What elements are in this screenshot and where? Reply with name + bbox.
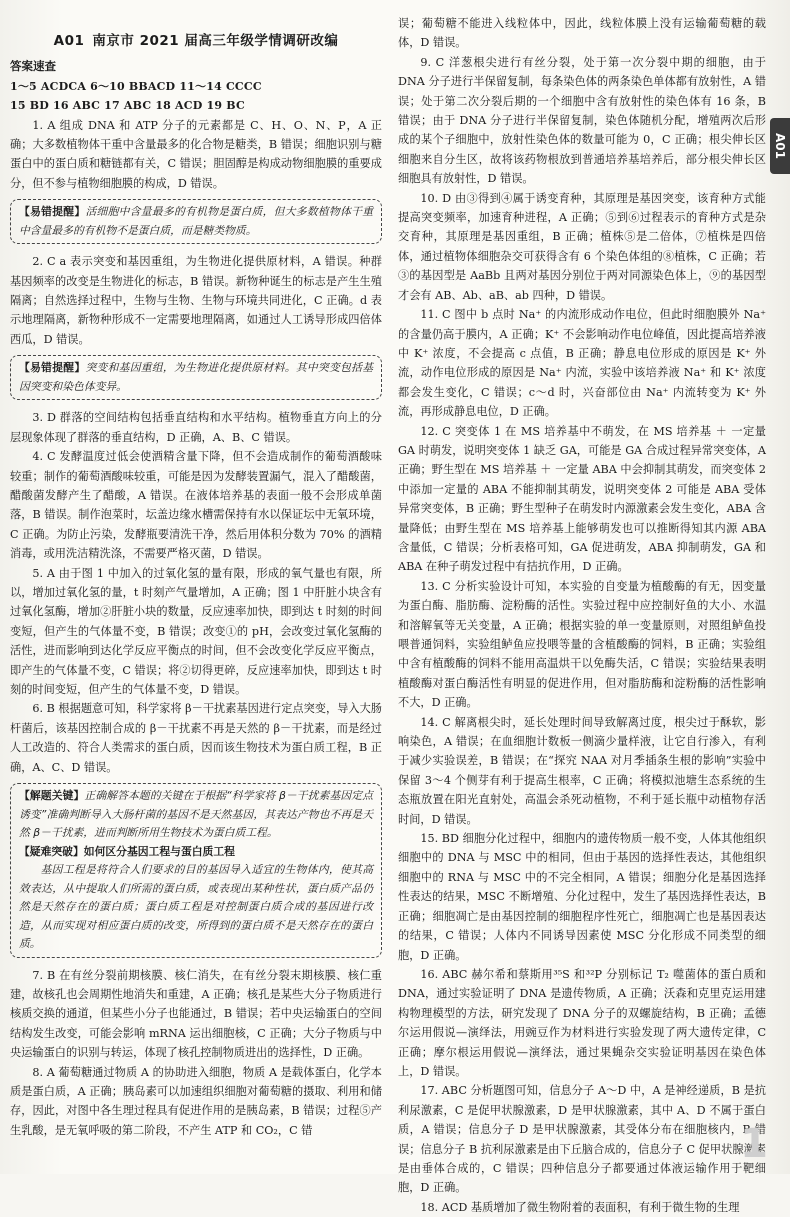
answer-16: 16. ABC 赫尔希和蔡斯用³⁵S 和³²P 分别标记 T₂ 噬菌体的蛋白质和 DNA，通过实验证明了 DNA 是遗传物质，A 正确；沃森和克里克运用建构物理模型的方法，研究发现了 DNA 分子的双螺旋结构，B 正确；孟德尔运用假说—演绎法，用豌豆作为材料进行实验发现了两大遗传定律，C 正确；摩尔根运用假说—演绎法，通过果蝇杂交实验证明基因在染色体上，D 错误。 xyxy=(398,967,766,1078)
tip-subheading xyxy=(19,843,373,862)
section-side-tab: A01 xyxy=(770,118,790,174)
answer-key-line-2: 15 BD 16 ABC 17 ABC 18 ACD 19 BC xyxy=(10,99,245,113)
tip-tag: 【疑难突破】 xyxy=(19,844,84,858)
answer-9: 9. C 洋葱根尖进行有丝分裂，处于第一次分裂中期的细胞，由于 DNA 分子进行半保留复制，每条染色体的两条染色单体都有放射性，A 错误；处于第二次分裂后期的一个细胞中含有放射性的染色体有 16 条，B 错误；由于 DNA 分子进行半保留复制，染色体随机分配，增殖两次后形成的某个子细胞中，放射性染色体的数量可能为 0，C 正确；根尖伸长区细胞来自分生区，故将该药物根放到普通培养基培养后，部分根尖伸长区细胞具有放射性，D 错误。 xyxy=(398,55,766,186)
answer-3: 3. D 群落的空间结构包括垂直结构和水平结构。植物垂直方向上的分层现象体现了群落的垂直结构，D 正确，A、B、C 错误。 xyxy=(10,411,382,444)
tip-box-error-1 xyxy=(10,199,382,244)
answer-14: 14. C 解离根尖时，延长处理时间导致解离过度，根尖过于酥软，影响染色，A 错误；在血细胞计数板一侧滴少量样液，让它自行渗入，有利于减少实验误差，B 错误；在“探究 NAA 对月季插条生根的影响”实验中保留 3～4 个侧芽有利于提高生根率，C 正确；将模拟池塘生态系统的生态瓶放置在阳光直射处，高温会杀死动植物，不利于延长瓶中动植物存活时间，D 错误。 xyxy=(398,715,766,826)
right-column xyxy=(398,14,768,1214)
page-number: 1 xyxy=(740,1121,768,1167)
answer-18: 18. ACD 基质增加了微生物附着的表面积，有利于微生物的生理 xyxy=(420,1200,740,1214)
answer-key-heading: 答案速查 xyxy=(10,59,56,74)
tip-subtitle: 如何区分基因工程与蛋白质工程 xyxy=(83,844,235,858)
tip-text: 基因工程是将符合人们要求的目的基因导入适宜的生物体内，使其高效表达，从中提取人们所需的蛋白质，或表现出某种性状，蛋白质产品仍然是天然存在的蛋白质；蛋白质工程是对控制蛋白质合成的基因进行改造，从而实现对相应蛋白质的改变，所得到的蛋白质不是天然存在的蛋白质。 xyxy=(19,863,373,950)
answer-12: 12. C 突变体 1 在 MS 培养基中不萌发，在 MS 培养基 ＋ 一定量 GA 时萌发，说明突变体 1 缺乏 GA，可能是 GA 合成过程异常突变体，A 正确；野生型在 MS 培养基 ＋ 一定量 ABA 中会抑制其萌发，而突变体 2 中添加一定量的 ABA 不能抑制其萌发，说明突变体 2 可能是 ABA 受体异常突变体，B 正确；野生型种子在萌发时内源激素会发生变化，ABA 含量降低；由野生型在 MS 培养基上能够萌发也可以推断得知其内源 ABA 含量低，C 错误；分析表格可知，GA 促进萌发，ABA 抑制萌发，GA 和 ABA 在种子萌发过程中有拮抗作用，D 正确。 xyxy=(398,424,766,574)
answer-4: 4. C 发酵温度过低会使酒精含量下降，但不会造成制作的葡萄酒酸味较重；制作的葡萄酒酸味较重，可能是因为发酵装置漏气，混入了醋酸菌，醋酸菌发酵产生了醋酸，A 错误。在液体培养基的表面一般不会形成单菌落，B 错误。制作泡菜时，坛盖边缘水槽需保持有水以保证坛中无氧环境，C 正确。为防止污染，发酵瓶要清洗干净，然后用体积分数为 70% 的酒精消毒，或用洗洁精洗涤，不需要严格灭菌，D 错误。 xyxy=(10,450,382,561)
answer-13: 13. C 分析实验设计可知，本实验的自变量为植酸酶的有无，因变量为蛋白酶、脂肪酶、淀粉酶的活性。实验过程中应控制好鱼的大小、水温和溶解氧等无关变量，A 正确；根据实验的单一变量原则，对照组鲈鱼投喂普通饲料，实验组鲈鱼应投喂等量的含植酸酶的饲料，B 正确；实验组中含有植酸酶的饲料不能用高温烘干以免酶失活，C 错误；实验结果表明植酸酶对蛋白酶活性有明显的促进作用，但对脂肪酶和淀粉酶的活性影响不大，D 正确。 xyxy=(398,579,766,710)
tip-tag: 【易错提醒】 xyxy=(19,205,86,219)
tip-box-error-2 xyxy=(10,355,382,400)
answer-17: 17. ABC 分析题图可知，信息分子 A～D 中，A 是神经递质，B 是抗利尿激素，C 是促甲状腺激素，D 是甲状腺激素，其中 A、D 不属于蛋白质，A 错误；信息分子 D 是甲状腺激素，其受体分布在细胞核内，B 错误；信息分子 B 抗利尿激素是由下丘脑合成的，信息分子 C 促甲状腺激素是由垂体合成的，C 错误；四种信息分子都要通过体液运输作用于靶细胞，D 正确。 xyxy=(398,1084,766,1195)
answer-1: 1. A 组成 DNA 和 ATP 分子的元素都是 C、H、O、N、P，A 正确；大多数植物体干重中含量最多的化合物是糖类，B 错误；细胞识别与糖蛋白中的蛋白质和糖链都有关，C 错误；胆固醇是构成动物细胞膜的重要成分，但不参与植物细胞膜的构成，D 错误。 xyxy=(10,118,382,190)
page-title xyxy=(10,32,382,51)
tip-text: 活细胞中含量最多的有机物是蛋白质，但大多数植物体干重中含量最多的有机物不是蛋白质，而是糖类物质。 xyxy=(19,205,374,237)
tip-box-key-points xyxy=(10,783,382,958)
answer-8-continued: 误；葡萄糖不能进入线粒体中，因此，线粒体膜上没有运输葡萄糖的载体，D 错误。 xyxy=(398,17,766,50)
tip-text: 正确解答本题的关键在于根据“科学家将 β－干扰素基因定点诱变”准确判断导入大肠杆菌的基因不是天然基因，其表达产物也不再是天然 β－干扰素，进而判断所用生物技术为蛋白质工程。 xyxy=(19,789,373,839)
answer-6: 6. B 根据题意可知，科学家将 β－干扰素基因进行定点突变，导入大肠杆菌后，该基因控制合成的 β－干扰素不再是天然的 β－干扰素，而是经过人工改造的、符合人类需求的蛋白质，因而该生物技术为蛋白质工程，B 正确，A、C、D 错误。 xyxy=(10,702,382,774)
answer-2: 2. C a 表示突变和基因重组，为生物进化提供原材料，A 错误。种群基因频率的改变是生物进化的标志，B 错误。新物种诞生的标志是产生生殖隔离；自然选择过程中，生物与生物、生物与环境共同进化，C 正确。d 表示地理隔离，新物种形成不一定需要地理隔离，如通过人工诱导形成四倍体西瓜，D 错误。 xyxy=(10,255,382,346)
answer-10: 10. D 由③得到④属于诱变育种，其原理是基因突变，该育种方式能提高突变频率，加速育种进程，A 正确；⑤到⑥过程表示的育种方式是杂交育种，其原理是基因重组，B 正确；植株⑤是二倍体，⑦植株是四倍体，通过植物体细胞杂交可获得含有 6 个染色体组的⑧植株，C 正确；若③的基因型是 AaBb 且两对基因分别位于两对同源染色体上，⑨的基因型才会有 AB、Ab、aB、ab 四种，D 错误。 xyxy=(398,191,766,302)
answer-7: 7. B 在有丝分裂前期核膜、核仁消失，在有丝分裂末期核膜、核仁重建，故核孔也会周期性地消失和重建，A 正确；核孔是某些大分子物质进行核质交换的通道，但某些小分子也能通过，B 错误；若中央运输蛋白的空间结构发生改变，可能会影响 mRNA 运出细胞核，C 正确；大分子物质与中央运输蛋白的识别与转运，体现了核孔控制物质进出的选择性，D 正确。 xyxy=(10,968,382,1060)
title-text: 南京市 2021 届高三年级学情调研改编 xyxy=(92,33,339,49)
section-code: A01 xyxy=(53,33,85,49)
answer-5: 5. A 由于图 1 中加入的过氧化氢的量有限，形成的氧气量也有限，所以，增加过氧化氢的量，t 时刻产气量增加，A 正确；图 1 中肝脏小块含有过氧化氢酶，增加②肝脏小块的数量，反应速率加快，即到达 t 时刻的时间变短，但产生的气体量不变，B 错误；改变①的 pH，会改变过氧化氢酶的活性，进而影响到达化学反应平衡点的时间，但不会改变化学反应平衡点，即产生的气体量不变，C 错误；将②切得更碎，反应速率加快，即到达 t 时刻的时间变短，但产生的气体量不变，D 错误。 xyxy=(10,566,382,696)
left-column xyxy=(10,14,382,1164)
answer-8: 8. A 葡萄糖通过物质 A 的协助进入细胞，物质 A 是载体蛋白，化学本质是蛋白质，A 正确；胰岛素可以加速组织细胞对葡萄糖的摄取、利用和储存，因此，对图中各生理过程具有促进作用的是胰岛素，B 错误；过程⑤产生乳酸，是无氧呼吸的第二阶段，不产生 ATP 和 CO₂，C 错 xyxy=(10,1065,382,1137)
tip-tag: 【解题关键】 xyxy=(19,789,85,802)
answer-11: 11. C 图中 b 点时 Na⁺ 的内流形成动作电位，但此时细胞膜外 Na⁺ 的含量仍高于膜内，A 正确；K⁺ 不会影响动作电位峰值，因此提高培养液中 K⁺ 浓度，不会提高 c 点值，B 正确；静息电位形成的原因是 K⁺ 外流，动作电位形成的原因是 Na⁺ 内流，实验中该培养液 Na⁺ 和 K⁺ 浓度都会发生变化，C 错误；c～d 时，兴奋部位由 Na⁺ 内流转变为 K⁺ 外流，再形成静息电位，D 正确。 xyxy=(398,308,766,419)
answer-15: 15. BD 细胞分化过程中，细胞内的遗传物质一般不变，人体其他组织细胞中的 DNA 与 MSC 中的相同，但由于基因的选择性表达，其他组织细胞中的 RNA 与 MSC 中的不完全相同，A 错误；细胞分化是基因选择性表达的结果，MSC 不断增殖、分化过程中，发生了基因选择性表达，B 正确；细胞凋亡是由基因控制的细胞程序性死亡，细胞凋亡也是基因表达的结果，C 错误；人体内不同诱导因素使 MSC 分化形成不同类型的细胞，D 正确。 xyxy=(398,832,766,962)
answer-key-line-1: 1～5 ACDCA 6～10 BBACD 11～14 CCCC xyxy=(10,79,262,93)
tip-tag: 【易错提醒】 xyxy=(19,361,86,375)
tip-text: 突变和基因重组，为生物进化提供原材料。其中突变包括基因突变和染色体变异。 xyxy=(19,361,374,393)
